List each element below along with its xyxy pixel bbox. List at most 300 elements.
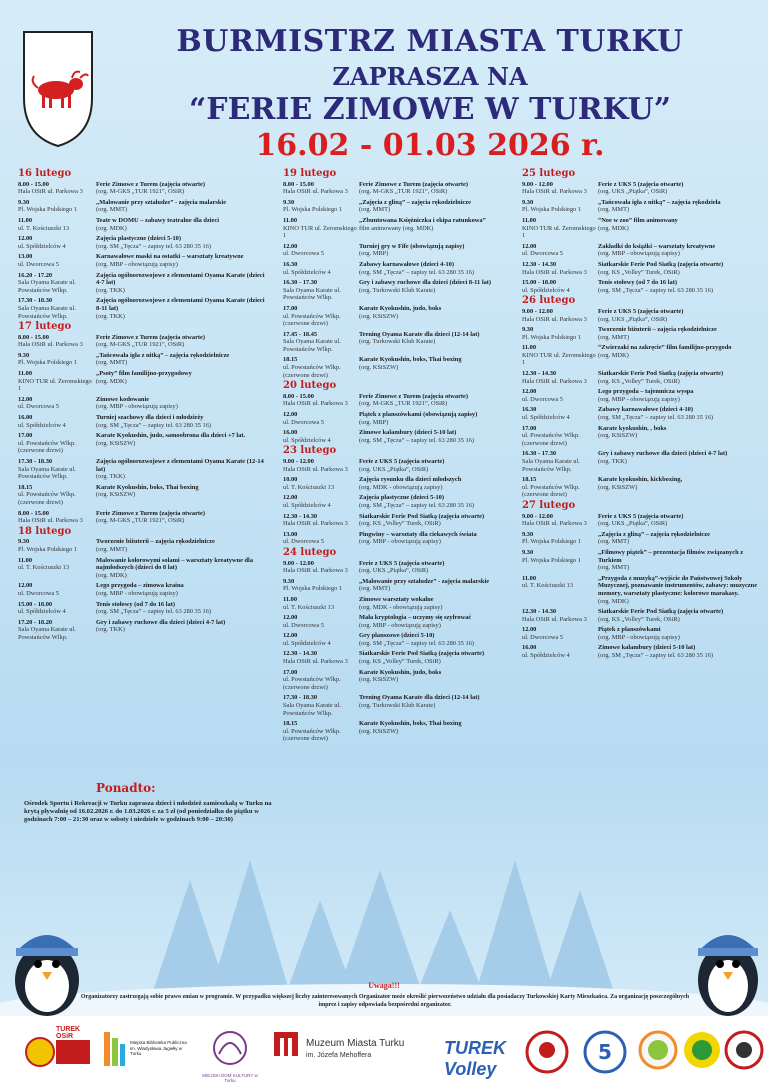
- event-details: [96, 370, 268, 393]
- event-place: Sala Oyama Karate ul. Powstańców Wlkp.: [283, 338, 341, 353]
- event-organizer: (org. SM „Tęcza” – zapisy tel. 63 280 35 16): [598, 414, 714, 422]
- event-details: [598, 531, 758, 546]
- event-time: 13.00: [283, 530, 298, 538]
- event-when: [18, 601, 96, 616]
- event-time: 9.00 - 12.00: [522, 180, 553, 188]
- event-title: Zimowe warsztaty wokalne: [359, 595, 434, 603]
- event-time: 17.00: [283, 668, 298, 676]
- event-place: ul. Dworcowa 5: [522, 633, 563, 641]
- event-details: [598, 425, 758, 448]
- event-organizer: (org. MDK): [96, 224, 127, 232]
- event-place: Hala OSiR ul. Parkowa 3: [522, 268, 587, 276]
- event-time: 9.30: [522, 530, 534, 538]
- event-time: 16.30 - 17.30: [283, 279, 318, 287]
- event-when: [283, 560, 359, 575]
- event-time: 11.00: [18, 370, 33, 378]
- day-heading: 25 lutego: [522, 168, 576, 179]
- event-row: [522, 388, 758, 403]
- event-details: [359, 632, 518, 647]
- event-place: Hala OSiR ul. Parkowa 3: [522, 615, 587, 623]
- schedule-column-2: [283, 168, 518, 746]
- event-organizer: (org. MBP - obowiązują zapisy): [598, 633, 680, 641]
- event-organizer: (org. KSiSZW): [598, 432, 638, 440]
- event-title: Siatkarskie Ferie Pod Siatką (zajęcia otwarte): [359, 650, 485, 658]
- event-time: 18.15: [522, 476, 537, 484]
- event-organizer: (org. MMT): [96, 206, 128, 214]
- event-organizer: (org. SM „Tęcza” – zapisy tel. 63 280 35 16): [359, 639, 475, 647]
- event-title: Gry i zabawy ruchowe dla dzieci (dzieci 4-7 lat): [96, 618, 226, 626]
- event-title: Teatr w DOMU – zabawy teatralne dla dzieci: [96, 216, 219, 224]
- event-row: [522, 308, 758, 323]
- event-row: [18, 601, 268, 616]
- event-place: ul. Dworcowa 5: [283, 250, 324, 258]
- tur-logo: [724, 1024, 764, 1079]
- event-details: [96, 334, 268, 349]
- event-organizer: (org. UKS „Piątka”, OSiR): [359, 567, 429, 575]
- event-organizer: (org. SM „Tęcza” – zapisy tel. 63 280 35 16): [96, 421, 212, 429]
- event-title: Ferie z UKS 5 (zajęcia otwarte): [359, 458, 445, 465]
- event-row: [522, 326, 758, 341]
- event-time: 12.00: [18, 395, 33, 403]
- event-organizer: (org. KS „Volley” Turek, OSiR): [359, 658, 441, 666]
- event-row: [18, 272, 268, 295]
- event-time: 11.00: [18, 216, 33, 224]
- event-details: [598, 243, 758, 258]
- event-when: [18, 334, 96, 349]
- event-title: Trening Oyama Karate dla dzieci (12-14 lat): [359, 694, 480, 702]
- event-when: [522, 261, 598, 276]
- event-title: Lego przygoda – zimowa kraina: [96, 582, 184, 590]
- event-place: ul. Spółdzielców 4: [283, 639, 331, 647]
- event-title: “Zwierzaki na zakręcie” film familijno-przygodo: [598, 344, 732, 352]
- event-time: 9.00 - 12.00: [283, 559, 314, 567]
- event-place: ul. T. Kościuszki 13: [283, 603, 335, 611]
- event-title: Karate kyokushin, kickboxing,: [598, 476, 683, 484]
- event-details: [598, 308, 758, 323]
- event-place: Pl. Wojska Polskiego 1: [18, 545, 78, 553]
- event-when: [18, 352, 96, 367]
- event-when: [522, 425, 598, 448]
- event-when: [522, 388, 598, 403]
- event-organizer: (org. MDK - obowiązują zapisy): [359, 603, 443, 611]
- event-row: [283, 632, 518, 647]
- event-time: 12.30 - 14.30: [522, 608, 557, 616]
- event-row: [522, 406, 758, 421]
- event-time: 9.00 - 12.00: [522, 307, 553, 315]
- event-time: 16.30 - 17.30: [522, 450, 557, 458]
- event-row: [283, 331, 518, 354]
- event-title: Lego przygoda – tajemnicza wyspa: [598, 388, 694, 396]
- event-row: [522, 608, 758, 623]
- event-when: [522, 344, 598, 367]
- event-time: 12.00: [283, 242, 298, 250]
- event-title: Turniej gry w Fife (obowiązują zapisy): [359, 242, 465, 250]
- event-details: [598, 261, 758, 276]
- event-row: [522, 513, 758, 528]
- event-title: Zajęcia ogólnorozwojowe z elementami Oyama Karate (dzieci 8-11 lat): [96, 297, 265, 312]
- event-time: 13.00: [18, 253, 33, 261]
- event-organizer: (org. MBP - obowiązują zapisy): [96, 260, 178, 268]
- event-time: 9.30: [18, 351, 30, 359]
- event-title: „Tańcowała igła z nitką” – zajęcia rękodzieła: [598, 198, 721, 206]
- event-details: [359, 720, 518, 743]
- event-time: 8.00 - 15.00: [283, 392, 314, 400]
- event-place: Hala OSiR ul. Parkowa 3: [522, 520, 587, 528]
- event-when: [18, 582, 96, 597]
- event-organizer: (org. MBP - obowiązują zapisy): [598, 250, 680, 258]
- event-when: [283, 494, 359, 509]
- event-time: 12.00: [522, 242, 537, 250]
- event-place: ul. Spółdzielców 4: [522, 286, 570, 294]
- event-place: ul. Dworcowa 5: [283, 418, 324, 426]
- event-organizer: (org. KS „Volley” Turek, OSiR): [359, 520, 441, 528]
- event-title: „Psoty” film familijno-przygodowy: [96, 370, 192, 378]
- event-place: ul. Powstańców Wlkp. (czerwone drzwi): [283, 364, 341, 379]
- event-time: 12.30 - 14.30: [283, 650, 318, 658]
- event-title: Ferie z UKS 5 (zajęcia otwarte): [598, 512, 684, 520]
- event-details: [598, 388, 758, 403]
- event-when: [18, 181, 96, 196]
- event-when: [522, 476, 598, 499]
- event-when: [522, 549, 598, 572]
- event-title: Karate Kyokushin, judo, samoobrona dla dzieci +7 lat.: [96, 432, 246, 440]
- event-details: [359, 578, 518, 593]
- event-time: 9.30: [18, 198, 30, 206]
- event-when: [522, 406, 598, 421]
- event-organizer: (org. MMT): [359, 206, 391, 214]
- event-when: [283, 181, 359, 196]
- event-place: Pl. Wojska Polskiego 1: [18, 206, 78, 214]
- event-organizer: (org. M-GKS „TUR 1921”, OSiR): [359, 188, 448, 196]
- event-time: 15.00 - 18.00: [522, 279, 557, 287]
- event-time: 8.00 - 15.00: [18, 509, 49, 517]
- event-time: 17.30 - 18.30: [18, 458, 53, 465]
- winter-trees-illustration: [0, 840, 768, 1020]
- schedule-column-3: [522, 168, 758, 663]
- event-organizer: (org. KSiSZW): [598, 483, 638, 491]
- event-when: [283, 429, 359, 444]
- event-title: Karnawałowe maski na ostatki – warsztaty kreatywne: [96, 253, 244, 261]
- event-title: Ferie z UKS 5 (zajęcia otwarte): [598, 307, 684, 315]
- event-title: “Noe w zoo” film animowany: [598, 216, 678, 224]
- event-when: [18, 370, 96, 393]
- event-when: [283, 596, 359, 611]
- event-place: ul. Dworcowa 5: [522, 250, 563, 258]
- event-time: 11.00: [522, 216, 537, 224]
- event-organizer: (org. MMT): [96, 359, 128, 367]
- event-time: 17.30 - 18.30: [18, 297, 53, 305]
- event-when: [283, 513, 359, 528]
- event-place: ul. Spółdzielców 4: [18, 608, 66, 616]
- event-row: [283, 393, 518, 408]
- event-details: [598, 199, 758, 214]
- event-place: Hala OSiR ul. Parkowa 3: [522, 188, 587, 196]
- event-when: [522, 326, 598, 341]
- header-subtitle: ZAPRASZA NA: [332, 62, 528, 91]
- event-time: 17.20 - 18.20: [18, 618, 53, 626]
- event-organizer: (org. MBP - obowiązują zapisy): [96, 589, 178, 597]
- event-organizer: (org. M-GKS „TUR 1921”, OSiR): [96, 188, 185, 196]
- event-place: KINO TUR ul. Żeromskiego 1: [18, 377, 92, 393]
- event-when: [283, 243, 359, 258]
- event-time: 12.00: [522, 388, 537, 396]
- event-time: 11.00: [283, 216, 298, 224]
- event-title: „Zajęcia z gliną” – zajęcia rękodzielnicze: [359, 198, 471, 206]
- event-row: [522, 261, 758, 276]
- event-when: [283, 411, 359, 426]
- event-title: Malowanie kolorowymi solami – warsztaty kreatywne dla najmłodszych (dzieci do 8 lat): [96, 556, 254, 572]
- event-place: Hala OSiR ul. Parkowa 3: [18, 341, 83, 349]
- penguin-left-icon: [2, 918, 92, 1018]
- event-organizer: (org. M-GKS „TUR 1921”, OSiR): [359, 400, 448, 408]
- event-title: Karate Kyokushin, judo, boks: [359, 304, 442, 312]
- event-time: 9.30: [522, 198, 534, 206]
- event-organizer: (org. MDK): [96, 571, 127, 579]
- event-row: [522, 425, 758, 448]
- event-time: 11.00: [522, 344, 537, 352]
- event-title: Zajęcia ogólnorozwojowe z elementami Oyama Karate (12-14 lat): [96, 458, 264, 473]
- event-time: 15.00 - 18.00: [18, 600, 53, 608]
- event-name: “FERIE ZIMOWE W TURKU”: [189, 92, 671, 127]
- event-place: ul. Powstańców Wlkp. (czerwone drzwi): [18, 491, 76, 506]
- event-title: Tworzenie biżuterii – zajęcia rękodzielnicze: [96, 538, 215, 546]
- turek-coat-of-arms-icon: [20, 28, 96, 150]
- event-when: [522, 626, 598, 641]
- event-when: [18, 396, 96, 411]
- event-details: [359, 596, 518, 611]
- event-organizer: (org. KSiSZW): [96, 491, 136, 499]
- event-details: [598, 370, 758, 385]
- event-row: [18, 619, 268, 642]
- event-title: Zakładki do książki – warsztaty kreatywne: [598, 242, 716, 250]
- event-organizer: (org. MDK - obowiązują zapisy): [359, 483, 443, 491]
- event-organizer: (org. SM „Tęcza” – zapisy tel. 63 280 35 16): [598, 286, 714, 294]
- event-when: [283, 669, 359, 692]
- event-row: [522, 626, 758, 641]
- event-when: [283, 632, 359, 647]
- uks-logo: [582, 1024, 632, 1085]
- event-when: [18, 510, 96, 525]
- ponadto-text: Ośrodek Sportu i Rekreacji w Turku zaprasza dzieci i młodzież zamieszkałą w Turku na krytą pływalnię od 16.02.2026 r. do 1.03.2026 r. za 5 zł (od poniedziałku do piątku w godzinach 7:00 – 21:30 oraz w soboty i niedziele w godzinach 9:00 – 20:30): [24, 800, 272, 823]
- event-organizer: (org. SM „Tęcza” – zapisy tel. 63 280 35 16): [359, 436, 475, 444]
- event-organizer: (org. TKK): [96, 626, 125, 634]
- event-when: [283, 531, 359, 546]
- event-when: [18, 557, 96, 580]
- event-row: [283, 560, 518, 575]
- event-details: [359, 429, 518, 444]
- event-details: [598, 181, 758, 196]
- event-details: [598, 217, 758, 240]
- event-when: [18, 414, 96, 429]
- event-place: ul. T. Kościuszki 13: [18, 224, 70, 232]
- mdk-logo: MIEJSKI DOM KULTURY w Turku: [200, 1024, 260, 1083]
- event-title: Zajęcia rysunku dla dzieci młodszych: [359, 476, 462, 484]
- event-details: [359, 199, 518, 214]
- event-place: ul. Dworcowa 5: [18, 403, 59, 411]
- event-title: „Filmowy piątek” – prezentacja filmów związanych z Turkiem: [598, 548, 744, 564]
- event-title: Tenis stołowy (od 7 do 16 lat): [96, 600, 175, 608]
- event-details: [359, 560, 518, 575]
- event-row: [283, 494, 518, 509]
- event-row: [18, 414, 268, 429]
- event-time: 16.00: [18, 414, 33, 422]
- event-title: Piątek z planszówkami: [598, 626, 661, 634]
- event-details: [359, 494, 518, 509]
- event-details: [359, 261, 518, 276]
- event-when: [283, 720, 359, 743]
- event-title: Zimowe kalambury (dzieci 5-10 lat): [598, 644, 696, 652]
- event-title: Zajęcia plastyczne (dzieci 5-10): [96, 235, 182, 243]
- event-row: [522, 370, 758, 385]
- event-row: [18, 297, 268, 320]
- event-title: Zajęcia ogólnorozwojowe z elementami Oyama Karate (dzieci 4-7 lat): [96, 271, 265, 287]
- event-organizer: (org. SM „Tęcza” – zapisy tel. 63 280 35 16): [359, 268, 475, 276]
- event-organizer: (org. KS „Volley” Turek, OSiR): [598, 615, 680, 623]
- event-row: [283, 614, 518, 629]
- event-organizer: (org. TKK): [96, 473, 125, 481]
- event-place: Pl. Wojska Polskiego 1: [283, 585, 343, 593]
- event-details: [598, 406, 758, 421]
- event-time: 16.20 - 17.20: [18, 271, 53, 279]
- event-organizer: (org. KS „Volley” Turek, OSiR): [598, 268, 680, 276]
- event-time: 12.00: [283, 632, 298, 640]
- event-details: [96, 414, 268, 429]
- event-title: Piątek z planszówkami (obowiązują zapisy): [359, 411, 478, 419]
- event-when: [522, 217, 598, 240]
- event-when: [283, 199, 359, 214]
- event-details: [598, 450, 758, 473]
- event-title: Karate kyokushin, , boks: [598, 424, 667, 432]
- event-place: Hala OSiR ul. Parkowa 3: [283, 658, 348, 666]
- event-place: ul. Powstańców Wlkp. (czerwone drzwi): [283, 727, 341, 743]
- header-title: BURMISTRZ MIASTA TURKU: [176, 24, 684, 59]
- event-row: [522, 476, 758, 499]
- event-place: Hala OSiR ul. Parkowa 3: [18, 188, 83, 196]
- event-row: [18, 432, 268, 455]
- event-place: ul. Powstańców Wlkp. (czerwone drzwi): [18, 439, 76, 455]
- event-when: [18, 297, 96, 320]
- event-organizer: (org. UKS „Piątka”, OSiR): [359, 465, 429, 473]
- event-details: [96, 235, 268, 250]
- event-row: [522, 575, 758, 605]
- event-time: 8.00 - 15.00: [283, 180, 314, 188]
- event-organizer: film animowany (org. MDK): [359, 224, 434, 232]
- event-title: Ferie z UKS 5 (zajęcia otwarte): [598, 180, 684, 188]
- event-title: Siatkarskie Ferie Pod Siatką (zajęcia otwarte): [598, 608, 724, 616]
- event-details: [96, 601, 268, 616]
- event-title: Zimowe kalambury (dzieci 5-10 lat): [359, 429, 457, 437]
- event-organizer: (org. MBP): [359, 418, 389, 426]
- event-title: Ferie Zimowe z Turem (zajęcia otwarte): [359, 180, 469, 188]
- event-row: [18, 352, 268, 367]
- event-row: [522, 199, 758, 214]
- event-when: [18, 619, 96, 642]
- event-place: Pl. Wojska Polskiego 1: [522, 538, 582, 546]
- event-details: [96, 272, 268, 295]
- event-when: [522, 513, 598, 528]
- tkk-logo: [682, 1024, 722, 1079]
- event-time: 17.00: [18, 432, 33, 440]
- event-when: [18, 272, 96, 295]
- event-organizer: (org. MBP - obowiązują zapisy): [359, 538, 441, 546]
- event-row: [18, 181, 268, 196]
- event-organizer: (org. SM „Tęcza” – zapisy tel. 63 280 35 16): [96, 242, 212, 250]
- event-time: 12.30 - 14.30: [522, 370, 557, 378]
- event-details: [359, 669, 518, 692]
- event-time: 9.00 - 12.00: [522, 512, 553, 520]
- day-heading: 24 lutego: [283, 546, 337, 558]
- event-title: Zimowe kodowanie: [96, 395, 150, 403]
- event-place: ul. Dworcowa 5: [18, 260, 59, 268]
- event-when: [283, 458, 359, 473]
- event-time: 9.30: [522, 326, 534, 334]
- event-time: 17.00: [283, 304, 298, 312]
- event-place: Hala OSiR ul. Parkowa 3: [283, 520, 348, 528]
- library-logo: Miejska Biblioteka Publiczna im. Władysława Jagiełły w Turku: [102, 1024, 192, 1079]
- event-title: „Malowanie przy sztaludze” - zajęcia malarskie: [359, 577, 490, 585]
- event-when: [283, 305, 359, 328]
- event-details: [96, 458, 268, 481]
- event-time: 16.00: [522, 644, 537, 652]
- event-time: 9.00 - 12.00: [283, 458, 314, 465]
- event-title: Turniej szachowy dla dzieci i młodzieży: [96, 414, 204, 422]
- event-time: 12.00: [283, 411, 298, 419]
- event-place: ul. Spółdzielców 4: [283, 268, 331, 276]
- event-details: [96, 352, 268, 367]
- event-details: [359, 513, 518, 528]
- event-details: [96, 297, 268, 320]
- event-organizer: (org. M-GKS „TUR 1921”, OSiR): [96, 517, 185, 525]
- notice-title: Uwaga!!!: [368, 981, 400, 990]
- event-place: Hala OSiR ul. Parkowa 3: [522, 315, 587, 323]
- event-details: [598, 279, 758, 294]
- event-place: ul. Powstańców Wlkp. (czerwone drzwi): [283, 312, 341, 328]
- event-when: [283, 356, 359, 379]
- event-when: [522, 308, 598, 323]
- event-title: Karate Kyokushin, boks, Thai boxing: [359, 356, 462, 364]
- event-place: Hala OSiR ul. Parkowa 3: [283, 188, 348, 196]
- event-organizer: (org. TKK): [96, 286, 125, 294]
- event-row: [18, 396, 268, 411]
- event-organizer: (org. MMT): [598, 538, 630, 546]
- event-title: Gry planszowe (dzieci 5-10): [359, 632, 435, 640]
- event-title: Karate Kyokushin, boks, Thai boxing: [96, 483, 199, 491]
- event-row: [283, 578, 518, 593]
- event-time: 18.15: [283, 356, 298, 364]
- osir-logo: TUREK OSiR: [22, 1024, 92, 1079]
- event-place: ul. Spółdzielców 4: [18, 242, 66, 250]
- event-title: Zajęcia plastyczne (dzieci 5-10): [359, 494, 445, 502]
- event-when: [18, 217, 96, 232]
- event-row: [283, 429, 518, 444]
- event-title: „Zbuntowana Księżniczka i ekipa ratunkowa”: [359, 216, 486, 224]
- event-row: [18, 235, 268, 250]
- event-place: ul. Dworcowa 5: [283, 538, 324, 546]
- event-time: 17.30 - 18.30: [283, 694, 318, 702]
- event-place: ul. Dworcowa 5: [18, 589, 59, 597]
- event-place: Sala Oyama Karate ul. Powstańców Wlkp.: [283, 702, 341, 717]
- event-title: Gry i zabawy ruchowe dla dzieci (dzieci 4-7 lat): [598, 450, 728, 458]
- event-organizer: (org. KS „Volley” Turek, OSiR): [598, 377, 680, 385]
- event-details: [96, 557, 268, 580]
- event-details: [96, 510, 268, 525]
- event-place: Hala OSiR ul. Parkowa 3: [283, 567, 348, 575]
- event-organizer: (org. UKS „Piątka”, OSiR): [598, 520, 668, 528]
- event-place: ul. T. Kościuszki 13: [283, 483, 335, 491]
- event-row: [522, 644, 758, 659]
- event-row: [283, 217, 518, 240]
- event-time: 12.00: [283, 614, 298, 622]
